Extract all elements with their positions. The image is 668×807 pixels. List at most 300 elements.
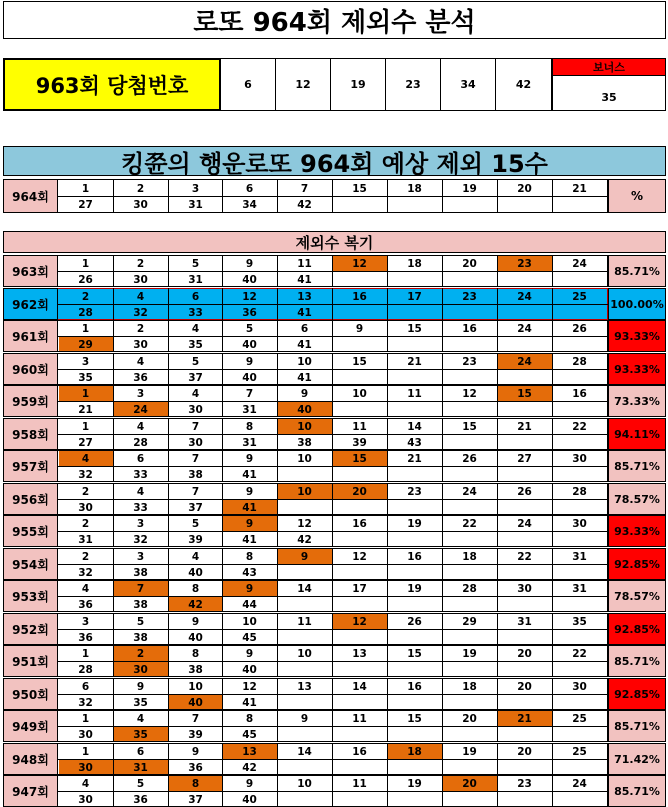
review-number: 3	[136, 517, 145, 530]
review-number: 1	[81, 420, 90, 433]
review-number: 44	[242, 598, 257, 611]
review-number	[442, 760, 497, 775]
review-number	[332, 467, 387, 482]
review-number: 24	[133, 403, 148, 416]
review-number: 41	[242, 533, 257, 546]
review-number: 26	[407, 615, 422, 628]
review-round-label: 953회	[3, 580, 58, 612]
review-number: 25	[572, 712, 587, 725]
review-number: 5	[191, 517, 200, 530]
review-number: 24	[517, 355, 532, 368]
review-number	[497, 370, 552, 385]
review-number: 31	[572, 550, 587, 563]
review-number: 23	[462, 355, 477, 368]
review-number	[277, 695, 332, 710]
prediction-number: 34	[242, 198, 257, 211]
review-number	[552, 727, 607, 742]
review-number: 22	[572, 420, 587, 433]
review-number: 30	[133, 663, 148, 676]
review-number	[332, 792, 387, 807]
review-number: 15	[462, 420, 477, 433]
review-number	[387, 402, 442, 417]
prediction-number: 3	[191, 182, 200, 195]
review-round-label: 949회	[3, 710, 58, 742]
review-number	[552, 370, 607, 385]
review-number	[497, 727, 552, 742]
review-number: 4	[136, 355, 145, 368]
review-number	[387, 792, 442, 807]
review-number	[497, 630, 552, 645]
review-number: 25	[572, 745, 587, 758]
review-number: 8	[245, 550, 254, 563]
review-number: 31	[572, 582, 587, 595]
winning-number: 19	[331, 58, 386, 111]
review-number: 25	[572, 290, 587, 303]
prediction-number: 27	[78, 198, 93, 211]
review-number: 5	[136, 777, 145, 790]
review-number: 12	[462, 387, 477, 400]
review-number: 31	[188, 273, 203, 286]
prediction-number: 2	[136, 182, 145, 195]
review-percent: 94.11%	[608, 418, 666, 450]
review-number: 7	[191, 452, 200, 465]
review-number: 20	[462, 712, 477, 725]
review-number: 40	[242, 273, 257, 286]
review-number	[552, 305, 607, 320]
review-number: 13	[352, 647, 367, 660]
review-number: 19	[462, 745, 477, 758]
review-number	[277, 727, 332, 742]
prediction-number	[387, 197, 442, 212]
review-number: 22	[462, 517, 477, 530]
review-number	[387, 597, 442, 612]
review-number	[497, 500, 552, 515]
review-number: 38	[133, 598, 148, 611]
review-number: 4	[136, 290, 145, 303]
review-number: 7	[191, 485, 200, 498]
review-number: 42	[297, 533, 312, 546]
review-number: 30	[188, 403, 203, 416]
review-number: 20	[352, 485, 367, 498]
review-percent: 85.71%	[608, 710, 666, 742]
review-number: 9	[245, 485, 254, 498]
review-number: 5	[136, 615, 145, 628]
review-number: 18	[462, 550, 477, 563]
review-number	[387, 500, 442, 515]
review-number: 31	[517, 615, 532, 628]
review-number: 3	[81, 615, 90, 628]
review-number: 7	[191, 712, 200, 725]
review-number: 9	[245, 257, 254, 270]
review-number	[442, 272, 497, 287]
review-number	[277, 792, 332, 807]
review-percent: 85.71%	[608, 255, 666, 287]
review-number: 35	[78, 371, 93, 384]
review-number	[497, 305, 552, 320]
review-number	[332, 500, 387, 515]
winning-number: 12	[276, 58, 331, 111]
review-round-label: 952회	[3, 613, 58, 645]
review-number	[442, 500, 497, 515]
review-number: 30	[572, 680, 587, 693]
review-number: 3	[136, 387, 145, 400]
review-number	[332, 760, 387, 775]
review-number: 14	[407, 420, 422, 433]
review-number	[442, 337, 497, 352]
review-number: 10	[297, 485, 312, 498]
review-number: 43	[407, 436, 422, 449]
prediction-title: 킹쮼의 행운로또 964회 예상 제외 15수	[3, 146, 666, 176]
review-number	[442, 727, 497, 742]
review-number	[387, 272, 442, 287]
review-number: 5	[191, 355, 200, 368]
review-round-label: 954회	[3, 548, 58, 580]
review-number: 14	[352, 680, 367, 693]
review-number: 41	[297, 306, 312, 319]
review-number: 9	[245, 452, 254, 465]
review-number: 29	[462, 615, 477, 628]
review-number: 9	[300, 387, 309, 400]
review-number: 26	[517, 485, 532, 498]
review-percent: 93.33%	[608, 320, 666, 352]
review-number: 10	[297, 420, 312, 433]
review-number: 43	[242, 566, 257, 579]
prediction-number: 42	[297, 198, 312, 211]
review-number: 16	[407, 680, 422, 693]
review-number: 3	[136, 550, 145, 563]
review-percent: 92.85%	[608, 613, 666, 645]
review-number: 24	[517, 322, 532, 335]
review-number: 2	[136, 257, 145, 270]
review-number: 40	[242, 338, 257, 351]
review-number	[552, 760, 607, 775]
review-number	[552, 272, 607, 287]
review-number	[552, 467, 607, 482]
review-number: 5	[245, 322, 254, 335]
review-percent: 78.57%	[608, 580, 666, 612]
review-percent: 71.42%	[608, 743, 666, 775]
review-number: 7	[245, 387, 254, 400]
review-number: 10	[297, 777, 312, 790]
review-number: 27	[78, 436, 93, 449]
review-round-label: 957회	[3, 450, 58, 482]
review-number: 12	[242, 680, 257, 693]
review-number: 11	[297, 257, 312, 270]
review-number: 6	[136, 745, 145, 758]
review-number: 31	[242, 436, 257, 449]
review-title: 제외수 복기	[3, 231, 666, 253]
review-number	[552, 565, 607, 580]
review-number: 11	[352, 777, 367, 790]
review-number: 14	[297, 582, 312, 595]
review-round-label: 958회	[3, 418, 58, 450]
review-number: 30	[188, 436, 203, 449]
review-number: 38	[297, 436, 312, 449]
review-number: 30	[78, 761, 93, 774]
winning-number: 6	[221, 58, 276, 111]
review-number: 35	[133, 696, 148, 709]
review-number: 26	[78, 273, 93, 286]
review-number: 2	[81, 290, 90, 303]
review-number: 4	[81, 452, 90, 465]
review-round-label: 956회	[3, 483, 58, 515]
review-number: 26	[572, 322, 587, 335]
review-number: 40	[188, 566, 203, 579]
review-number: 15	[407, 712, 422, 725]
review-number	[387, 532, 442, 547]
review-number: 15	[352, 355, 367, 368]
review-number: 35	[133, 728, 148, 741]
review-number: 32	[78, 566, 93, 579]
review-number	[277, 630, 332, 645]
review-number: 12	[242, 290, 257, 303]
review-number: 10	[297, 355, 312, 368]
review-number: 33	[188, 306, 203, 319]
review-number: 31	[133, 761, 148, 774]
review-number: 37	[188, 501, 203, 514]
review-number: 39	[352, 436, 367, 449]
review-number: 20	[462, 257, 477, 270]
review-number: 41	[297, 273, 312, 286]
winning-number: 34	[441, 58, 496, 111]
prediction-number	[552, 197, 607, 212]
review-number: 15	[517, 387, 532, 400]
review-number: 10	[242, 615, 257, 628]
review-number: 16	[407, 550, 422, 563]
review-number: 21	[517, 420, 532, 433]
review-number: 30	[78, 501, 93, 514]
review-number: 35	[188, 338, 203, 351]
review-number: 30	[133, 273, 148, 286]
review-number	[497, 532, 552, 547]
review-number	[497, 272, 552, 287]
review-number: 4	[81, 777, 90, 790]
review-number: 16	[352, 745, 367, 758]
review-number: 1	[81, 322, 90, 335]
review-number	[552, 662, 607, 677]
winning-number: 23	[386, 58, 441, 111]
review-number: 19	[462, 647, 477, 660]
review-number: 38	[188, 663, 203, 676]
prediction-number: 6	[245, 182, 254, 195]
review-number: 4	[191, 550, 200, 563]
review-number: 33	[133, 501, 148, 514]
review-number	[277, 500, 332, 515]
review-number: 2	[136, 647, 145, 660]
review-number	[497, 435, 552, 450]
review-number: 19	[407, 582, 422, 595]
review-number	[387, 467, 442, 482]
prediction-number: 20	[517, 182, 532, 195]
review-number: 1	[81, 257, 90, 270]
review-number: 1	[81, 745, 90, 758]
review-percent: 100.00%	[608, 288, 666, 320]
review-number: 9	[245, 647, 254, 660]
review-number: 41	[242, 501, 257, 514]
review-number: 9	[245, 517, 254, 530]
review-number: 12	[297, 517, 312, 530]
review-number: 40	[297, 403, 312, 416]
review-number: 41	[242, 696, 257, 709]
review-number: 40	[188, 631, 203, 644]
prediction-number: 15	[352, 182, 367, 195]
review-number: 28	[78, 663, 93, 676]
review-number: 32	[78, 696, 93, 709]
review-number: 19	[407, 517, 422, 530]
bonus-label: 보너스	[552, 58, 666, 76]
review-number	[442, 597, 497, 612]
review-number	[332, 565, 387, 580]
review-number	[332, 337, 387, 352]
review-number: 8	[245, 712, 254, 725]
review-number: 28	[572, 355, 587, 368]
review-number	[332, 305, 387, 320]
review-number: 30	[517, 582, 532, 595]
review-number	[497, 467, 552, 482]
review-number	[332, 662, 387, 677]
review-number: 36	[242, 306, 257, 319]
review-number: 15	[407, 322, 422, 335]
review-number	[497, 760, 552, 775]
review-number	[442, 435, 497, 450]
review-number: 18	[462, 680, 477, 693]
review-number: 12	[352, 615, 367, 628]
review-number: 38	[133, 631, 148, 644]
review-number: 38	[133, 566, 148, 579]
winning-number: 42	[496, 58, 552, 111]
review-number: 24	[572, 777, 587, 790]
review-number	[442, 792, 497, 807]
review-number	[497, 792, 552, 807]
review-number	[387, 662, 442, 677]
prediction-number: 31	[188, 198, 203, 211]
review-number: 20	[462, 777, 477, 790]
review-number: 4	[191, 387, 200, 400]
review-number: 13	[297, 680, 312, 693]
review-number: 32	[133, 533, 148, 546]
review-number	[332, 597, 387, 612]
review-number: 18	[407, 257, 422, 270]
review-number: 8	[191, 647, 200, 660]
review-round-label: 947회	[3, 775, 58, 807]
review-number: 40	[242, 663, 257, 676]
review-number: 30	[572, 517, 587, 530]
review-number: 27	[517, 452, 532, 465]
review-number	[442, 305, 497, 320]
review-number	[277, 565, 332, 580]
review-number	[277, 597, 332, 612]
review-number: 30	[133, 338, 148, 351]
review-number	[552, 435, 607, 450]
review-number: 13	[297, 290, 312, 303]
review-number: 8	[191, 777, 200, 790]
review-number	[442, 565, 497, 580]
review-number: 26	[462, 452, 477, 465]
review-number: 39	[188, 533, 203, 546]
review-round-label: 951회	[3, 645, 58, 677]
review-number: 12	[352, 550, 367, 563]
review-number: 6	[136, 452, 145, 465]
review-number	[552, 337, 607, 352]
review-number: 37	[188, 371, 203, 384]
review-number: 1	[81, 712, 90, 725]
review-number	[332, 370, 387, 385]
review-number	[552, 597, 607, 612]
review-number: 22	[572, 647, 587, 660]
review-number	[497, 695, 552, 710]
review-number	[552, 695, 607, 710]
review-number: 21	[407, 355, 422, 368]
review-number: 10	[352, 387, 367, 400]
review-number	[442, 532, 497, 547]
review-number	[332, 402, 387, 417]
prediction-number	[442, 197, 497, 212]
review-number: 2	[81, 550, 90, 563]
prediction-round-label: 964회	[3, 179, 58, 213]
review-number: 39	[188, 728, 203, 741]
review-number: 45	[242, 728, 257, 741]
review-number: 8	[191, 582, 200, 595]
review-percent: 78.57%	[608, 483, 666, 515]
review-number	[387, 695, 442, 710]
review-number: 31	[78, 533, 93, 546]
review-percent: 85.71%	[608, 775, 666, 807]
bonus-number: 35	[552, 76, 666, 111]
review-number: 16	[572, 387, 587, 400]
review-number: 14	[297, 745, 312, 758]
review-number	[387, 630, 442, 645]
review-number	[332, 272, 387, 287]
review-number	[442, 630, 497, 645]
review-number	[552, 630, 607, 645]
review-number: 32	[133, 306, 148, 319]
review-number: 9	[191, 615, 200, 628]
review-number: 45	[242, 631, 257, 644]
review-number: 28	[572, 485, 587, 498]
review-number	[497, 597, 552, 612]
review-number: 19	[407, 777, 422, 790]
review-number: 4	[81, 582, 90, 595]
review-round-label: 961회	[3, 320, 58, 352]
review-number: 8	[245, 420, 254, 433]
review-number: 4	[136, 712, 145, 725]
review-number: 22	[517, 550, 532, 563]
review-number: 4	[136, 420, 145, 433]
review-number: 32	[78, 468, 93, 481]
review-number	[277, 662, 332, 677]
review-number: 24	[572, 257, 587, 270]
review-number: 12	[352, 257, 367, 270]
review-round-label: 962회	[3, 288, 58, 320]
review-number: 29	[78, 338, 93, 351]
review-number: 24	[517, 517, 532, 530]
review-number	[387, 337, 442, 352]
review-number	[332, 532, 387, 547]
review-number: 24	[462, 485, 477, 498]
review-number: 42	[188, 598, 203, 611]
review-number: 6	[81, 680, 90, 693]
review-number: 42	[242, 761, 257, 774]
review-number	[442, 695, 497, 710]
review-number	[552, 532, 607, 547]
review-number: 10	[297, 647, 312, 660]
review-number: 24	[517, 290, 532, 303]
review-number: 31	[242, 403, 257, 416]
review-percent: 85.71%	[608, 645, 666, 677]
prediction-number: 7	[300, 182, 309, 195]
review-number: 16	[352, 290, 367, 303]
review-percent: 92.85%	[608, 678, 666, 710]
